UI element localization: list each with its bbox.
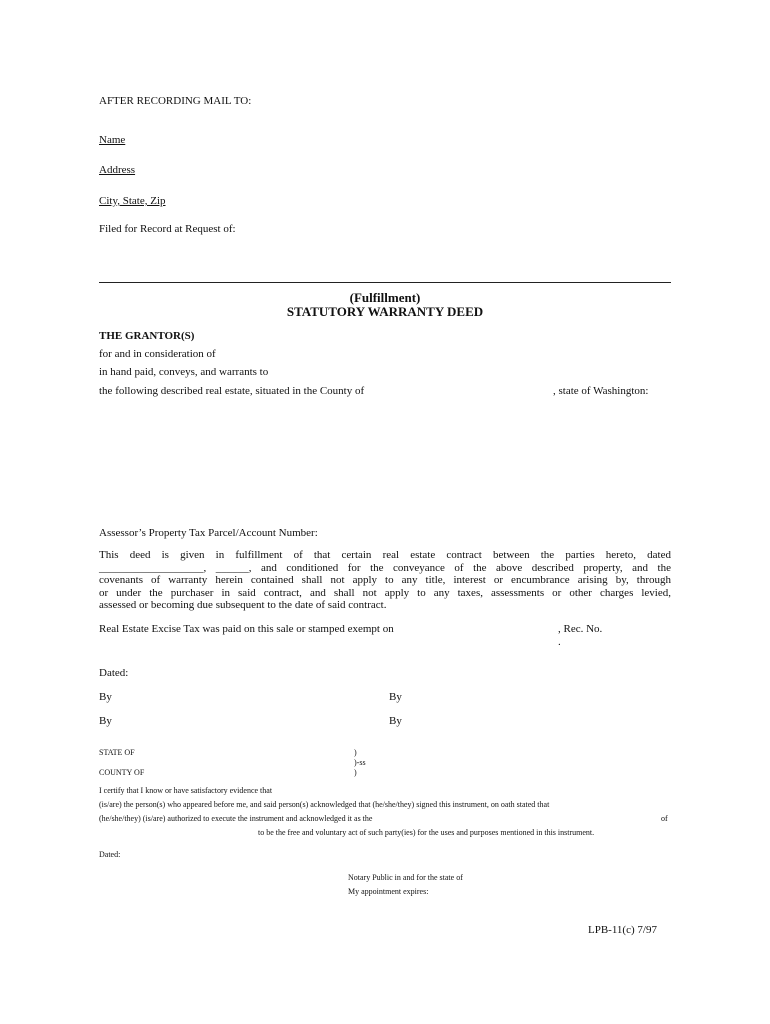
mail-to-heading: AFTER RECORDING MAIL TO: <box>99 95 252 107</box>
county-of-label: COUNTY OF <box>99 768 145 777</box>
notary-acknowledge-text: (is/are) the person(s) who appeared before me, and said person(s) acknowledged that (he/she/they) signed this instrument, on oath stated that <box>99 800 550 809</box>
filed-for-record-label: Filed for Record at Request of: <box>99 223 236 235</box>
fulfillment-line: or under the purchaser in said contract, and shall not apply to any taxes, assessments or other charges levied, <box>99 586 671 599</box>
notary-of-text: of <box>661 814 668 823</box>
divider-rule <box>99 282 671 283</box>
signature-by-label: By <box>99 715 112 727</box>
fulfillment-line: ___________________, ______, and conditioned for the conveyance of the above described property, and the <box>99 561 671 574</box>
fulfillment-line: This deed is given in fulfillment of that certain real estate contract between the parties hereto, dated <box>99 549 671 561</box>
described-real-estate-text: the following described real estate, situated in the County of <box>99 385 365 397</box>
name-field-label[interactable]: Name <box>99 134 126 146</box>
signature-by-label: By <box>389 691 402 703</box>
signature-by-label: By <box>389 715 402 727</box>
rec-no-dot: . <box>558 636 561 648</box>
fulfillment-paragraph <box>99 549 671 612</box>
notary-paren: ) <box>354 768 357 777</box>
dated-label: Dated: <box>99 667 129 679</box>
rec-no-label: , Rec. No. <box>558 623 603 635</box>
notary-public-label: Notary Public in and for the state of <box>348 873 463 882</box>
fulfillment-line: assessed or becoming due subsequent to the date of said contract. <box>99 599 387 611</box>
notary-certify-text: I certify that I know or have satisfactory evidence that <box>99 786 273 795</box>
deed-title: STATUTORY WARRANTY DEED <box>286 304 484 319</box>
notary-ss: )-ss <box>354 758 366 767</box>
form-id: LPB-11(c) 7/97 <box>588 924 657 936</box>
hand-paid-text: in hand paid, conveys, and warrants to <box>99 366 269 378</box>
deed-subtitle: (Fulfillment) <box>349 290 421 305</box>
address-field-label[interactable]: Address <box>99 164 136 176</box>
fulfillment-line: covenants of warranty herein contained shall not apply to any title, interest or encumbrance arising by, through <box>99 574 671 586</box>
consideration-text: for and in consideration of <box>99 348 216 360</box>
notary-paren: ) <box>354 748 357 757</box>
city-state-zip-field-label[interactable]: City, State, Zip <box>99 195 166 207</box>
signature-by-label: By <box>99 691 112 703</box>
excise-tax-text: Real Estate Excise Tax was paid on this sale or stamped exempt on <box>99 623 394 635</box>
notary-dated-label: Dated: <box>99 850 121 859</box>
state-of-washington-text: , state of Washington: <box>553 385 649 397</box>
grantor-heading: THE GRANTOR(S) <box>99 330 195 342</box>
state-of-label: STATE OF <box>99 748 135 757</box>
notary-voluntary-act-text: to be the free and voluntary act of such party(ies) for the uses and purposes mentioned in this instrument. <box>258 828 595 837</box>
appointment-expires-label: My appointment expires: <box>348 887 429 896</box>
assessor-parcel-label: Assessor’s Property Tax Parcel/Account Number: <box>99 527 318 539</box>
notary-authorized-text: (he/she/they) (is/are) authorized to execute the instrument and acknowledged it as the <box>99 814 373 823</box>
